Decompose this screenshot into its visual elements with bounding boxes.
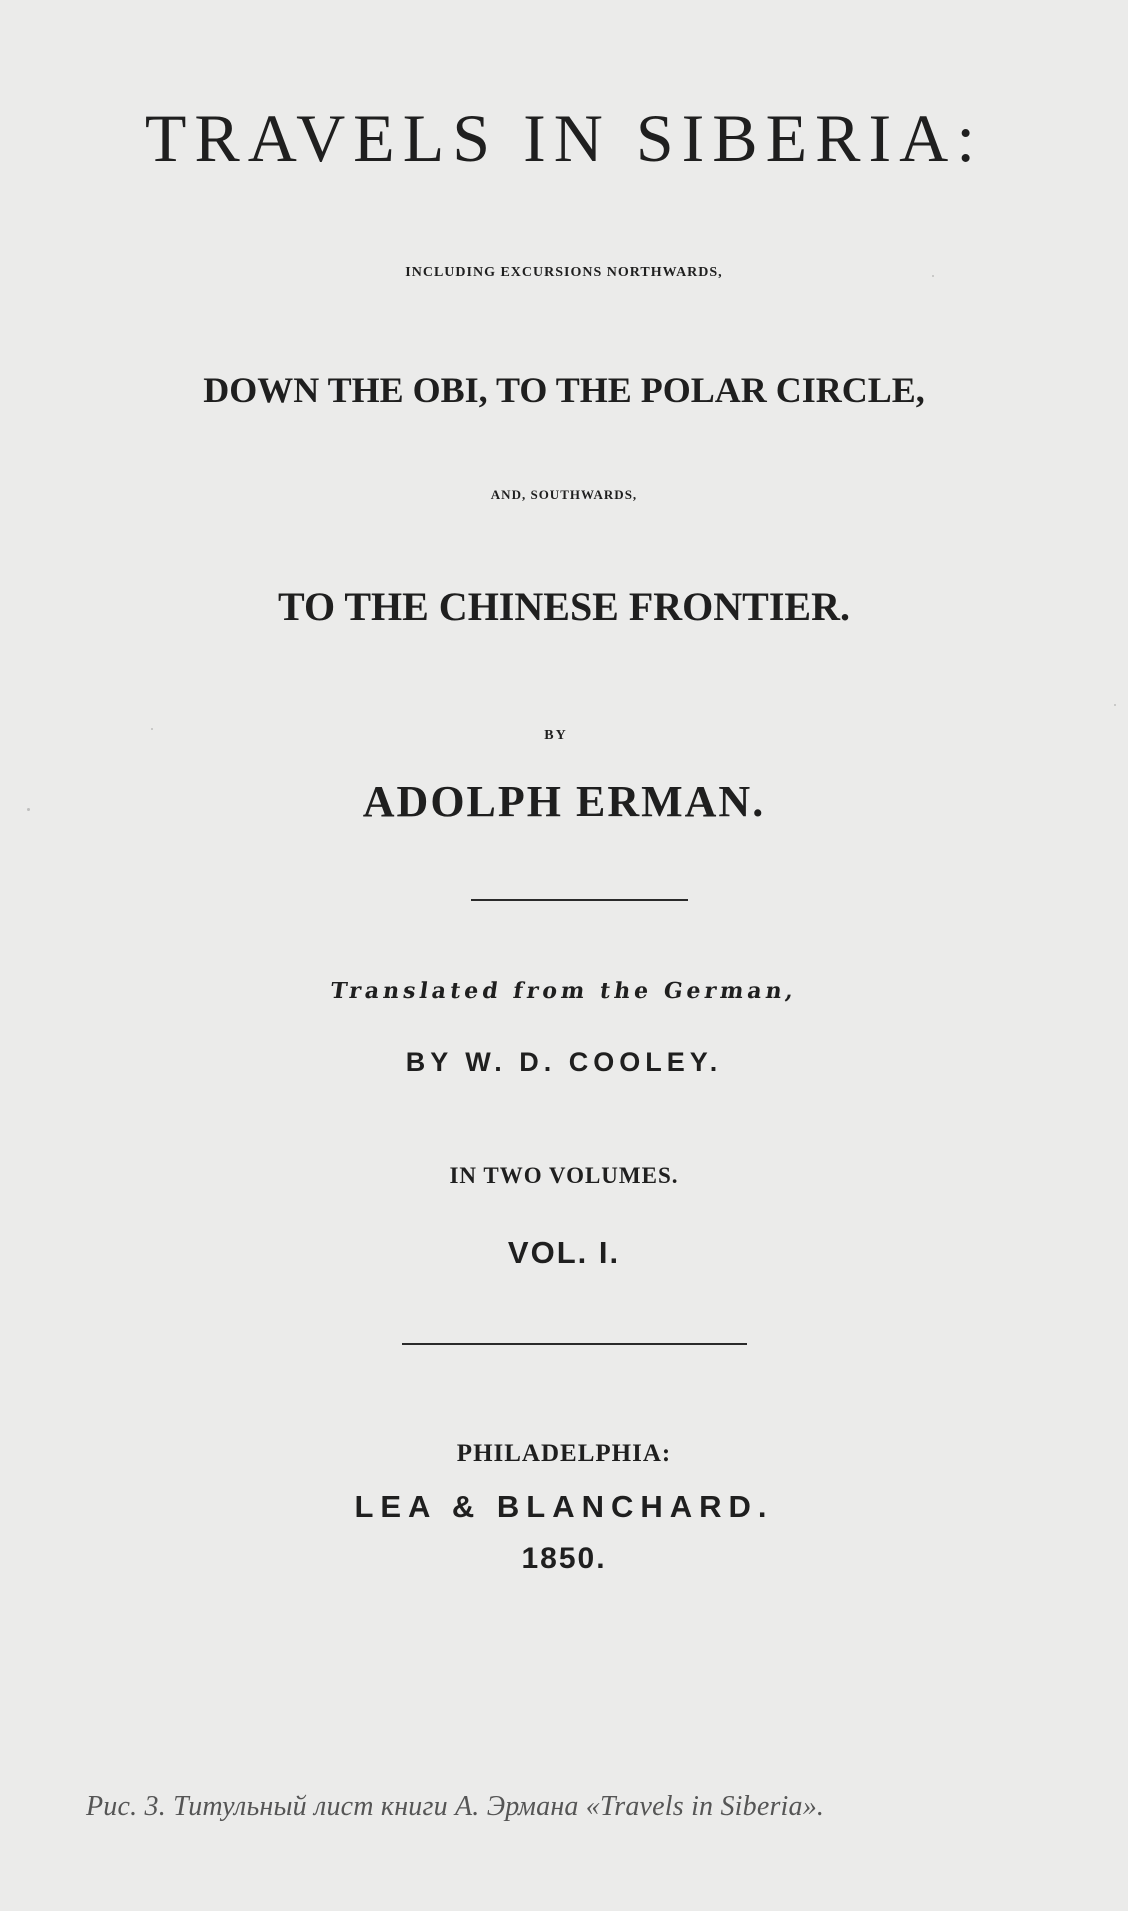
subtitle-line-4: TO THE CHINESE FRONTIER.: [277, 584, 850, 629]
author-name: ADOLPH ERMAN.: [362, 777, 766, 826]
divider-rule-bottom: [402, 1343, 747, 1345]
translator-line: BY W. D. COOLEY.: [405, 1047, 723, 1077]
by-label: BY: [544, 728, 568, 743]
subtitle-line-3: AND, SOUTHWARDS,: [490, 487, 638, 502]
volumes-line: IN TWO VOLUMES.: [449, 1163, 679, 1188]
paper-speck: [1114, 704, 1116, 706]
publisher-name: LEA & BLANCHARD.: [354, 1489, 774, 1524]
paper-speck: [151, 728, 153, 730]
publication-city: PHILADELPHIA:: [456, 1440, 672, 1467]
translated-from-line: Translated from the German,: [328, 978, 800, 1004]
divider-rule-top: [471, 899, 688, 901]
volume-number: VOL. I.: [507, 1235, 621, 1270]
publication-year: 1850.: [521, 1542, 607, 1575]
figure-caption: Рис. 3. Титульный лист книги А. Эрмана «Travels in Siberia».: [86, 1791, 825, 1822]
paper-speck: [27, 808, 30, 811]
subtitle-line-2: DOWN THE OBI, TO THE POLAR CIRCLE,: [203, 370, 925, 410]
paper-speck: [932, 275, 934, 277]
book-title: TRAVELS IN SIBERIA:: [144, 100, 984, 176]
subtitle-line-1: INCLUDING EXCURSIONS NORTHWARDS,: [405, 265, 723, 280]
